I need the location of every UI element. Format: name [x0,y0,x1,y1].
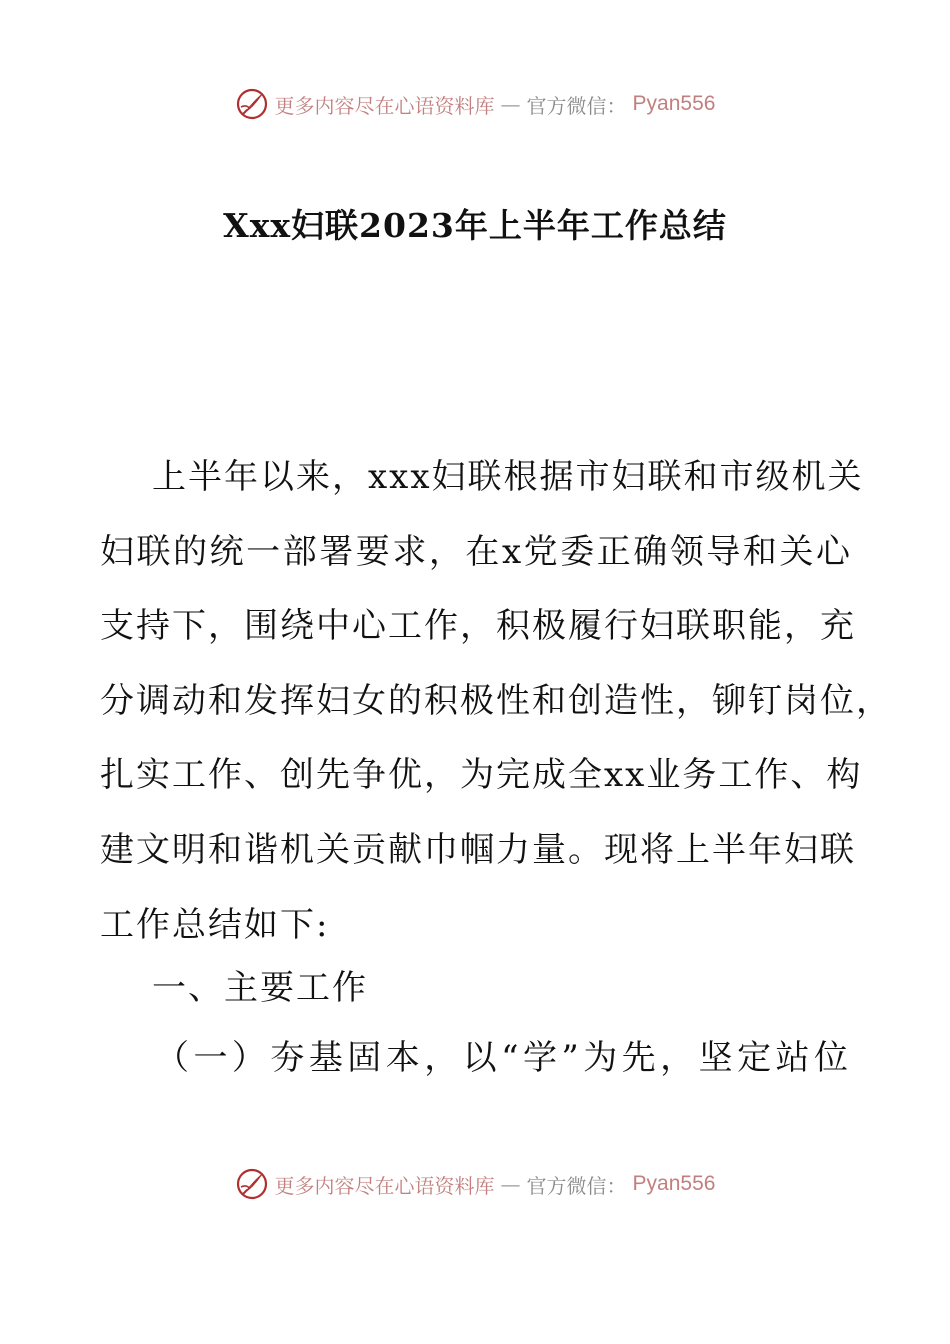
paragraph-line: 分调动和发挥妇女的积极性和创造性，铆钉岗位， [100,680,892,721]
paragraph-line: 支持下，围绕中心工作，积极履行妇联职能，充 [100,606,856,647]
subsection-heading: （一）夯基固本，以“学”为先，坚定站位 [155,1038,852,1078]
watermark-wechat-label: 官方微信： [526,93,627,118]
watermark-separator: — [500,92,521,116]
document-title: Xxx妇联2023年上半年工作总结 [223,206,727,245]
watermark-separator: — [500,1172,521,1196]
section-heading: 一、主要工作 [152,968,368,1008]
watermark-brand-text: 更多内容尽在心语资料库 [274,93,495,118]
intro-paragraph [100,440,892,962]
paragraph-line: 工作总结如下: [100,904,330,945]
paragraph-line: 妇联的统一部署要求，在x党委正确领导和关心 [100,531,852,572]
quill-pen-logo-icon [235,1167,269,1201]
paragraph-line: 上半年以来，xxx妇联根据市妇联和市级机关 [152,457,864,497]
watermark-brand-text: 更多内容尽在心语资料库 [274,1173,495,1198]
watermark-header [0,82,950,126]
watermark-wechat-label: 官方微信： [526,1173,627,1198]
paragraph-line: 建文明和谐机关贡献巾帼力量。现将上半年妇联 [100,829,856,870]
watermark-wechat-id: Pyan556 [632,92,716,115]
watermark-wechat-id: Pyan556 [632,1172,716,1195]
paragraph-line: 扎实工作、创先争优，为完成全xx业务工作、构 [100,755,863,796]
quill-pen-logo-icon [235,87,269,121]
watermark-footer [0,1162,950,1206]
